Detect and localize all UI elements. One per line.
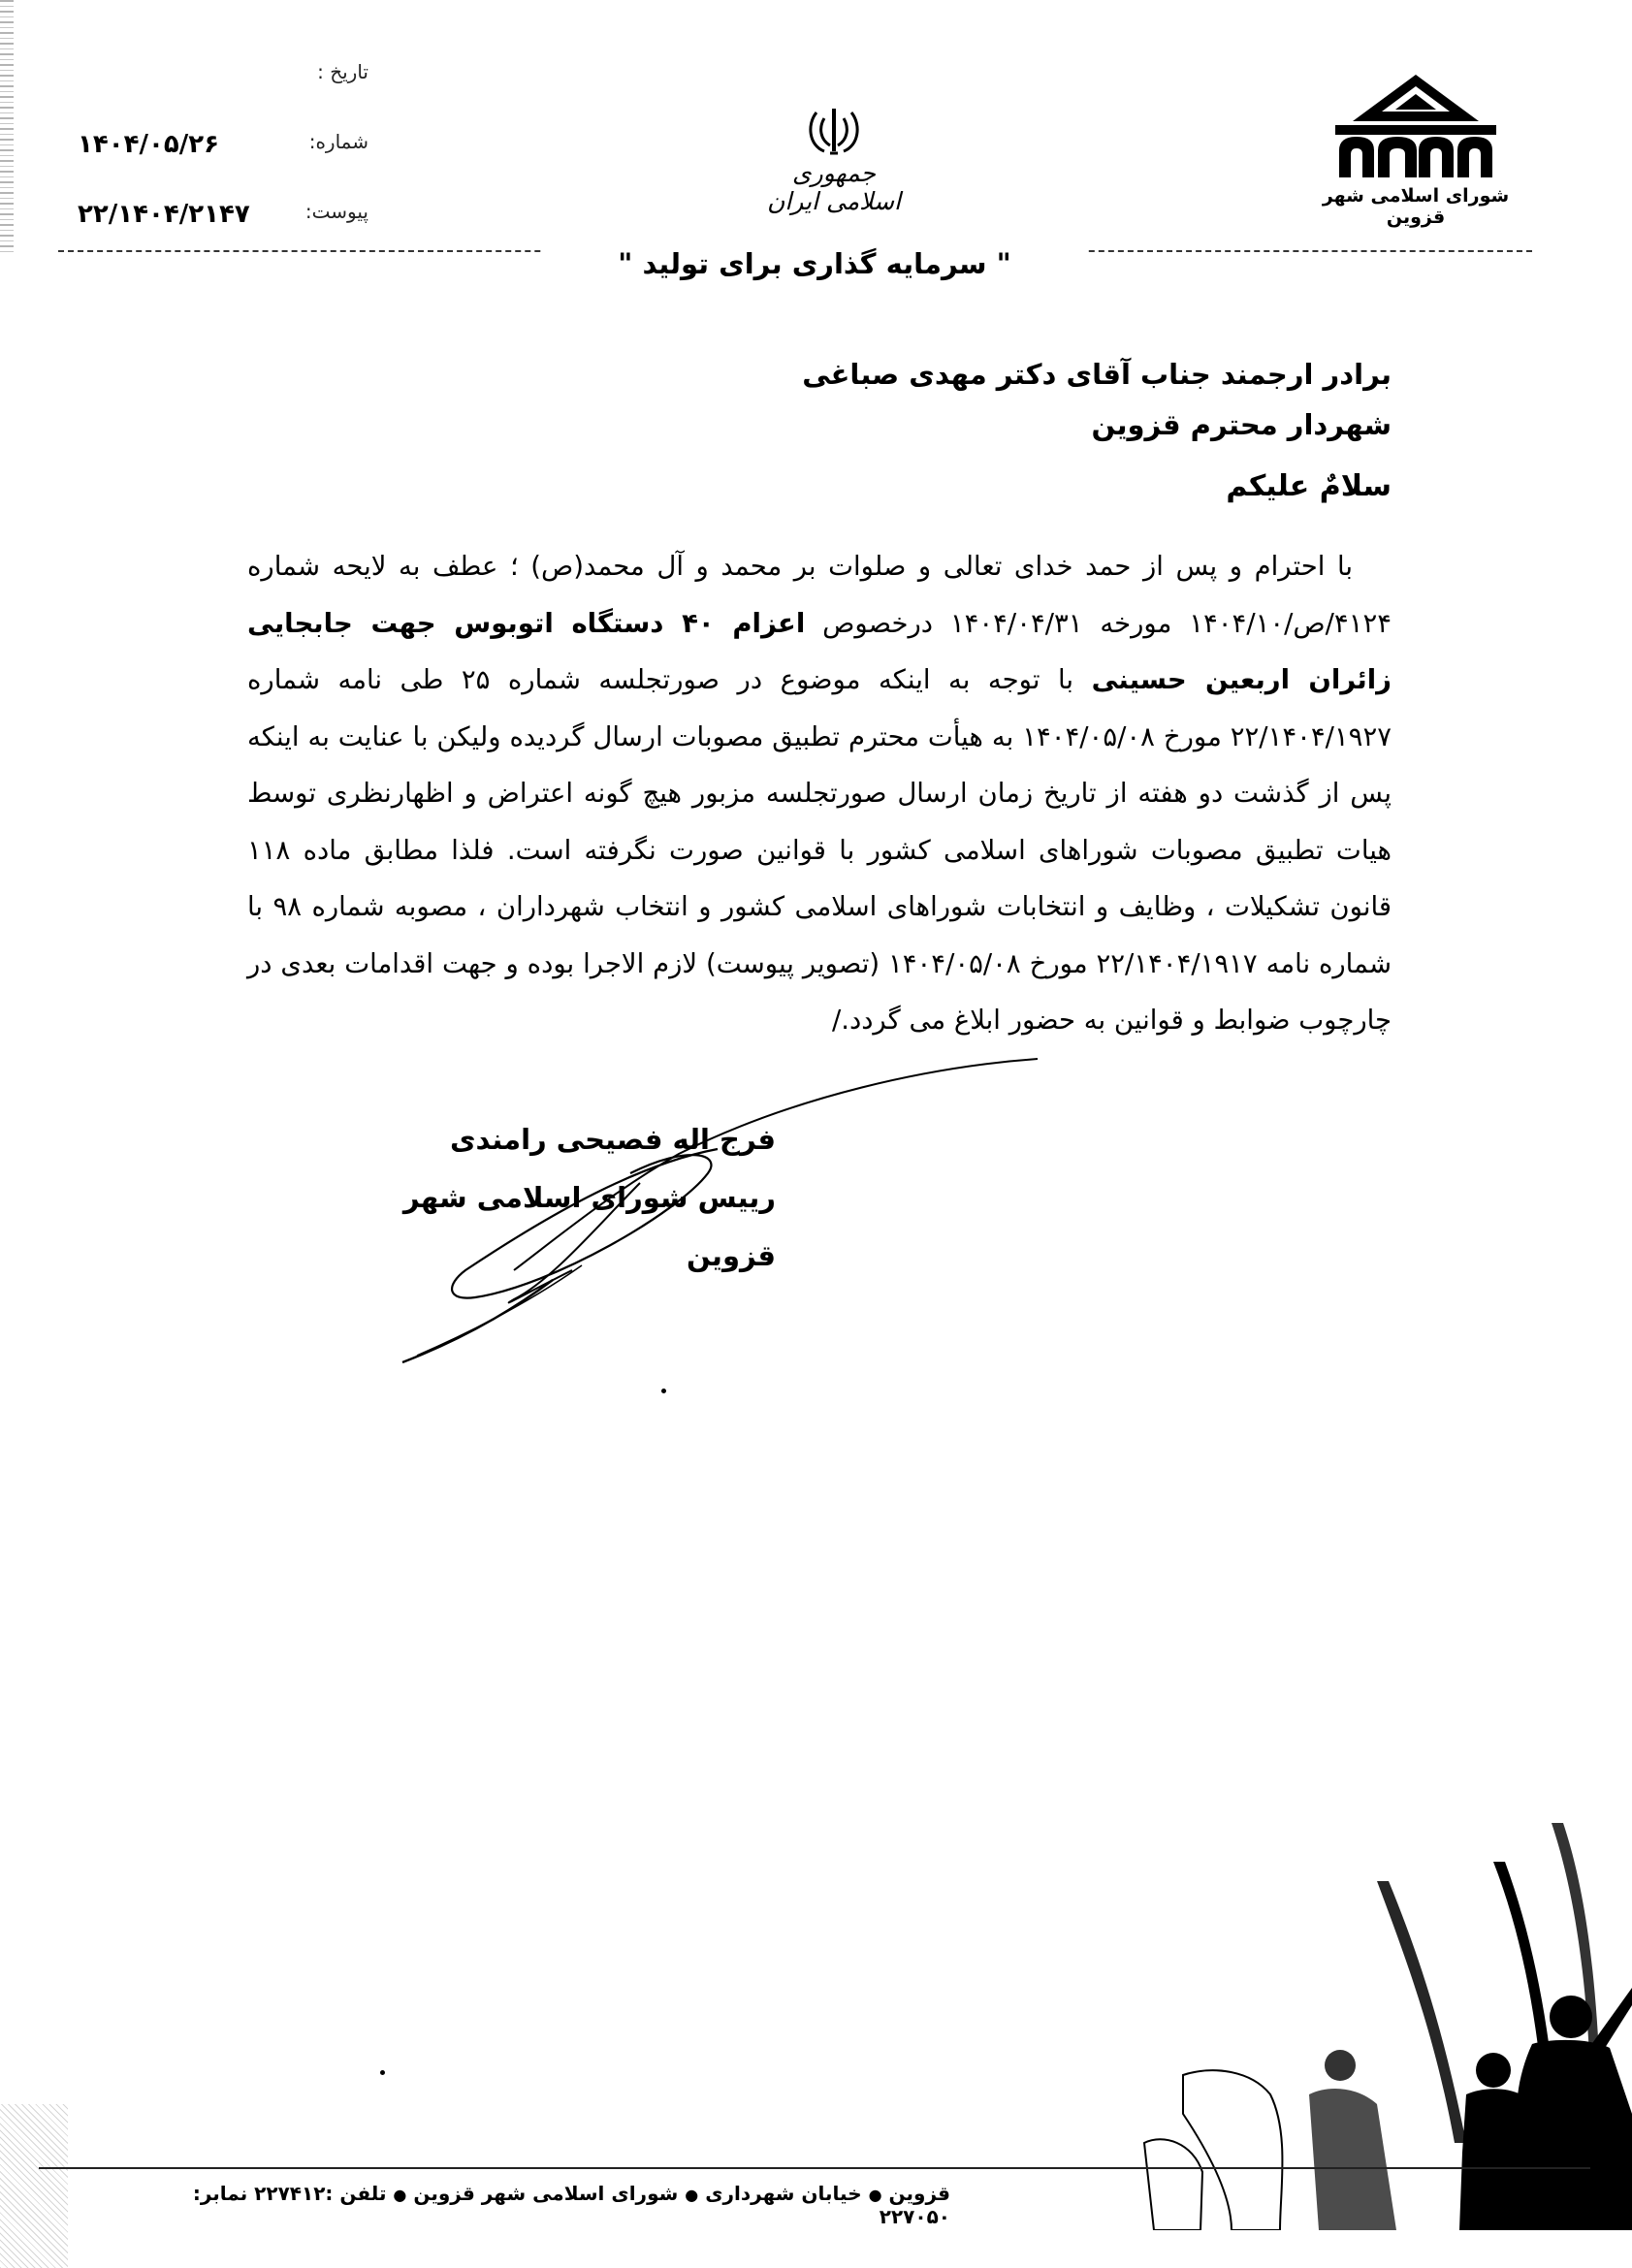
signatory-name: فرج اله فصیحی رامندی xyxy=(449,1123,776,1156)
footer-council: شورای اسلامی شهر قزوین xyxy=(413,2182,679,2205)
date-row xyxy=(78,60,368,99)
number-label: شماره: xyxy=(308,130,368,153)
bullet-icon: ● xyxy=(868,2186,882,2204)
emblem-text: جمهوری اسلامی ایران xyxy=(767,159,901,215)
body-segment-bold: اعزام ۴۰ دستگاه اتوبوس جهت جابجایی زائران اربعین حسینی xyxy=(247,607,1392,695)
logo-text: شورای اسلامی شهر قزوین xyxy=(1322,185,1510,228)
signature-block xyxy=(368,1110,776,1285)
attachment-value: ۲۲/۱۴۰۴/۲۱۴۷ xyxy=(78,200,250,229)
scan-edge-noise xyxy=(0,0,14,252)
greeting: سلامٌ علیکم xyxy=(1226,469,1392,503)
iran-emblem-icon xyxy=(805,107,863,157)
bullet-icon: ● xyxy=(393,2186,407,2204)
footer-address xyxy=(116,2182,950,2228)
body-segment-2: با توجه به اینکه موضوع در صورتجلسه شماره ۲۵ طی نامه شماره ۲۲/۱۴۰۴/۱۹۲۷ مورخ ۱۴۰۴/۰۵/۰۸ به هیأت محترم تطبیق مصوبات ارسال گردیده ولیکن با عنایت به اینکه پس از گذشت دو هفته از تاریخ زمان ارسال صورتجلسه مزبور هیچ گونه اعتراض و اظهارنظری توسط هیات تطبیق مصوبات شوراهای اسلامی کشور با قوانین صورت نگرفته است. فلذا مطابق ماده ۱۱۸ قانون تشکیلات ، وظایف و انتخابات شوراهای اسلامی کشور و انتخاب شهرداران ، مصوبه شماره ۹۸ با شماره نامه ۲۲/۱۴۰۴/۱۹۱۷ مورخ ۱۴۰۴/۰۵/۰۸ (تصویر پیوست) لازم الاجرا بوده و جهت اقدامات بعدی در چارچوب ضوابط و قوانین به حضور ابلاغ می گردد./ xyxy=(247,664,1392,1036)
iran-emblem xyxy=(756,107,912,215)
bullet-icon: ● xyxy=(685,2186,699,2204)
number-row xyxy=(78,130,368,169)
letter-body xyxy=(247,538,1392,1049)
attachment-row xyxy=(78,200,368,239)
stray-mark xyxy=(380,2070,385,2075)
body-segment-1: با احترام و پس از حمد خدای تعالی و صلوات بر محمد و آل محمد(ص) ؛ عطف به لایحه شماره ۴۱۲۴/ص/۱۴۰۴/۱۰ مورخه ۱۴۰۴/۰۴/۳۱ درخصوص xyxy=(247,551,1392,639)
scan-edge-noise-bottom xyxy=(0,2104,68,2268)
body-paragraph xyxy=(247,538,1392,1049)
number-value: ۱۴۰۴/۰۵/۲۶ xyxy=(78,130,219,159)
recipient-line-1: برادر ارجمند جناب آقای دکتر مهدی صباغی xyxy=(802,358,1392,391)
footer-street: خیابان شهرداری xyxy=(705,2182,862,2205)
date-label: تاریخ : xyxy=(317,60,368,83)
footer-city: قزوین xyxy=(888,2182,950,2205)
footer-divider xyxy=(39,2167,1590,2169)
recipient-line-2: شهردار محترم قزوین xyxy=(1091,408,1392,441)
pilgrims-silhouette xyxy=(1086,1823,1632,2230)
signatory-title: رییس شورای اسلامی شهر قزوین xyxy=(402,1181,776,1272)
slogan: " سرمایه گذاری برای تولید " xyxy=(543,247,1086,280)
council-logo xyxy=(1309,73,1522,228)
attachment-label: پیوست: xyxy=(304,200,368,223)
footer-phone: تلفن :۲۲۷۴۱۲ نمابر: ۲۲۷۰۵۰ xyxy=(192,2182,950,2228)
recipient-block xyxy=(247,349,1392,450)
stray-mark xyxy=(661,1389,666,1393)
council-logo-icon xyxy=(1333,73,1498,179)
